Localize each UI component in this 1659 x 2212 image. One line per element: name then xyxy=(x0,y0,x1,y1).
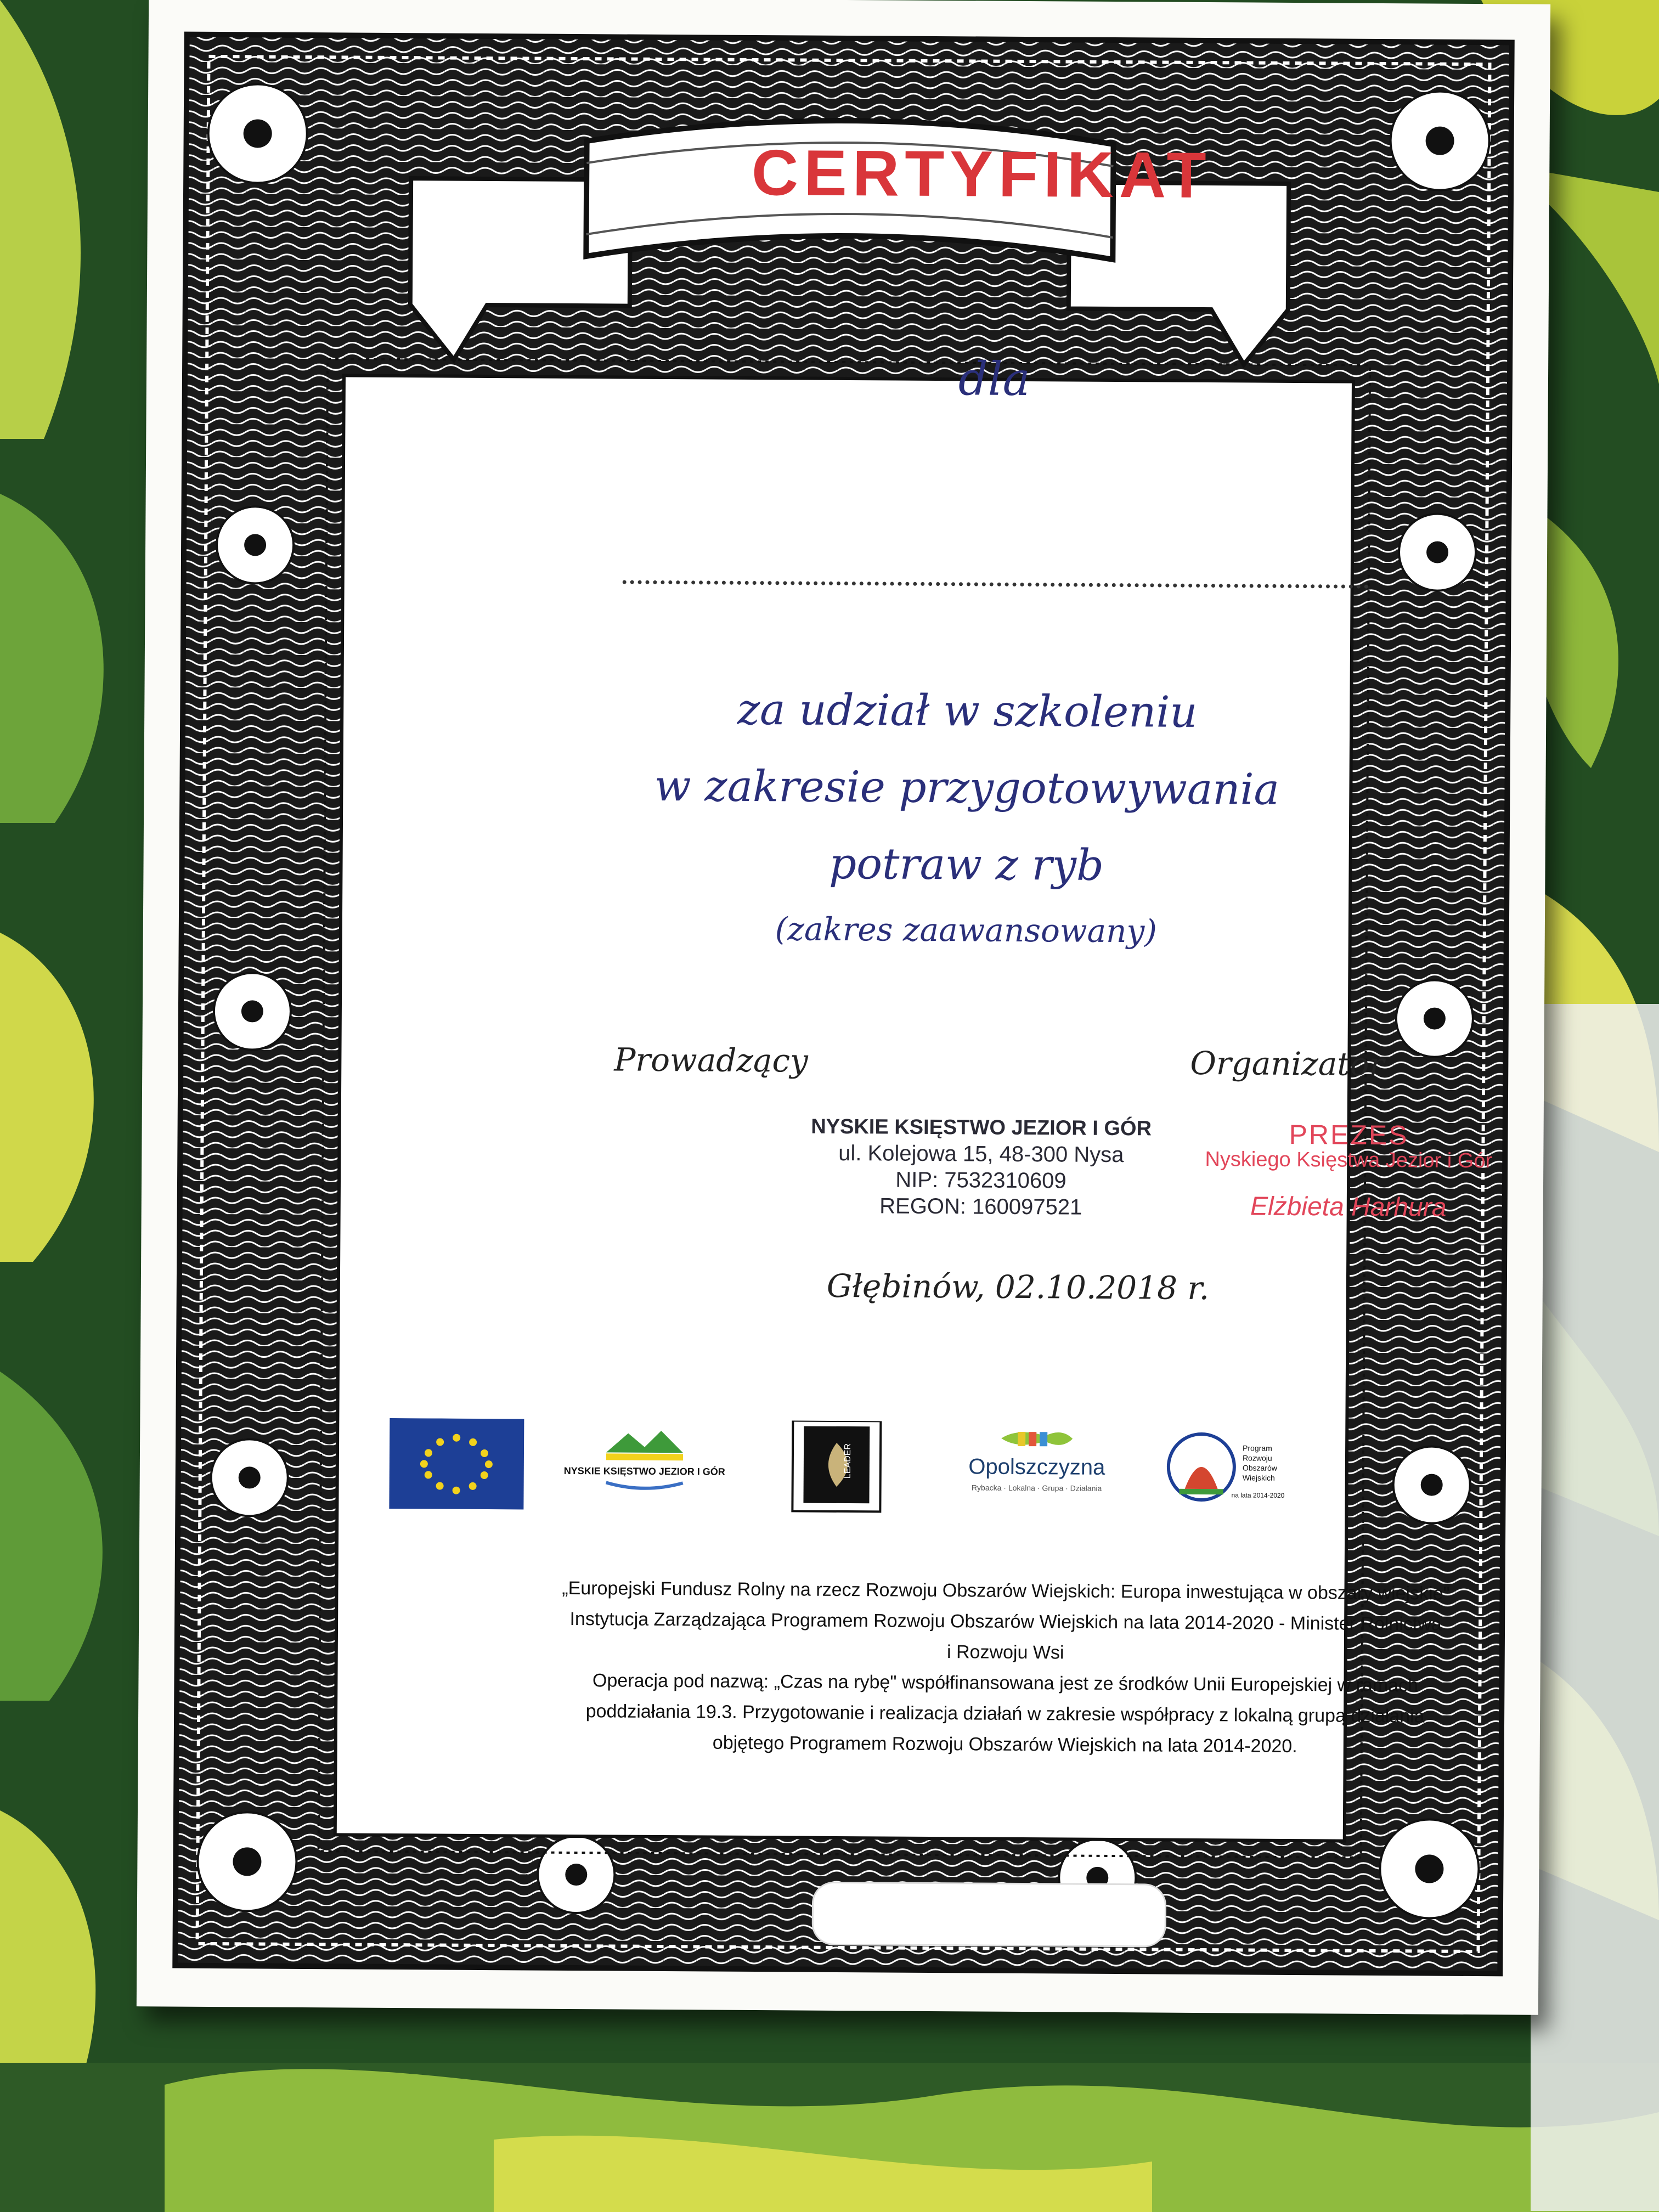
prow-line-4: Wiejskich xyxy=(1242,1473,1275,1482)
stamp-role: PREZES xyxy=(1289,1119,1409,1151)
certificate-title: CERTYFIKAT xyxy=(751,136,1212,212)
sponsor-logos xyxy=(139,1417,1542,1524)
leader-logo-icon xyxy=(792,1420,881,1511)
president-stamp xyxy=(1173,1121,1525,1221)
statement-line-3: potraw z ryb xyxy=(828,839,1104,890)
nyskie-ksiestwo-logo-icon xyxy=(564,1430,726,1489)
eu-flag-icon xyxy=(389,1418,524,1509)
footer-line-2: Instytucja Zarządzająca Programem Rozwoju Obszarów Wiejskich na lata 2014-2020 - Minister Rolnictwa xyxy=(569,1608,1442,1635)
prowadzacy-label: Prowadzący xyxy=(614,1041,809,1080)
footer-line-5: poddziałania 19.3. Przygotowanie i realizacja działań w zakresie współpracy z lokalną grupą działania xyxy=(585,1701,1425,1727)
opolszczyzna-sub-text: Rybacka · Lokalna · Grupa · Działania xyxy=(971,1483,1102,1493)
stamp-company-name: NYSKIE KSIĘSTWO JEZIOR I GÓR xyxy=(811,1115,1152,1141)
stamp-org: Nyskiego Księstwa Jezior i Gór xyxy=(1205,1148,1493,1173)
opolszczyzna-logo-icon xyxy=(968,1431,1105,1493)
opolszczyzna-text: Opolszczyzna xyxy=(968,1454,1105,1480)
organizator-label: Organizator xyxy=(1190,1044,1385,1084)
prow-logo-icon xyxy=(1169,1434,1285,1500)
footer-line-6: objętego Programem Rozwoju Obszarów Wiejskich na lata 2014-2020. xyxy=(712,1732,1297,1757)
leader-logo-text: LEADER xyxy=(843,1443,853,1479)
stamp-nip: NIP: 7532310609 xyxy=(895,1167,1066,1193)
funding-footer xyxy=(489,1572,1522,1763)
prow-line-3: Obszarów xyxy=(1242,1463,1277,1472)
nyskie-logo-text: NYSKIE KSIĘSTWO JEZIOR I GÓR xyxy=(563,1465,725,1477)
company-stamp xyxy=(800,1114,1163,1221)
prow-years: na lata 2014-2020 xyxy=(1231,1491,1285,1499)
stamp-address: ul. Kolejowa 15, 48-300 Nysa xyxy=(838,1141,1124,1167)
prow-line-1: Program xyxy=(1243,1443,1272,1453)
issue-date: Głębinów, 02.10.2018 r. xyxy=(826,1267,1210,1307)
footer-line-4: Operacja pod nazwą: „Czas na rybę" współfinansowana jest ze środków Unii Europejskiej w ramach xyxy=(592,1670,1419,1696)
footer-line-1: „Europejski Fundusz Rolny na rzecz Rozwoju Obszarów Wiejskich: Europa inwestująca w obszary wiejskie" xyxy=(562,1577,1450,1604)
stamp-regon: REGON: 160097521 xyxy=(879,1194,1082,1220)
statement-line-1: za udział w szkoleniu xyxy=(737,685,1198,737)
footer-line-3: i Rozwoju Wsi xyxy=(946,1641,1064,1663)
certificate-paper xyxy=(137,0,1550,2015)
dla-text: dla xyxy=(958,352,1030,407)
statement-line-2: w zakresie przygotowywania xyxy=(654,761,1280,815)
blank-label xyxy=(812,1882,1167,1948)
prow-line-2: Rozwoju xyxy=(1242,1453,1272,1463)
stamp-signature: Elżbieta Harhura xyxy=(1250,1192,1447,1222)
statement-line-4: (zakres zaawansowany) xyxy=(775,910,1158,950)
